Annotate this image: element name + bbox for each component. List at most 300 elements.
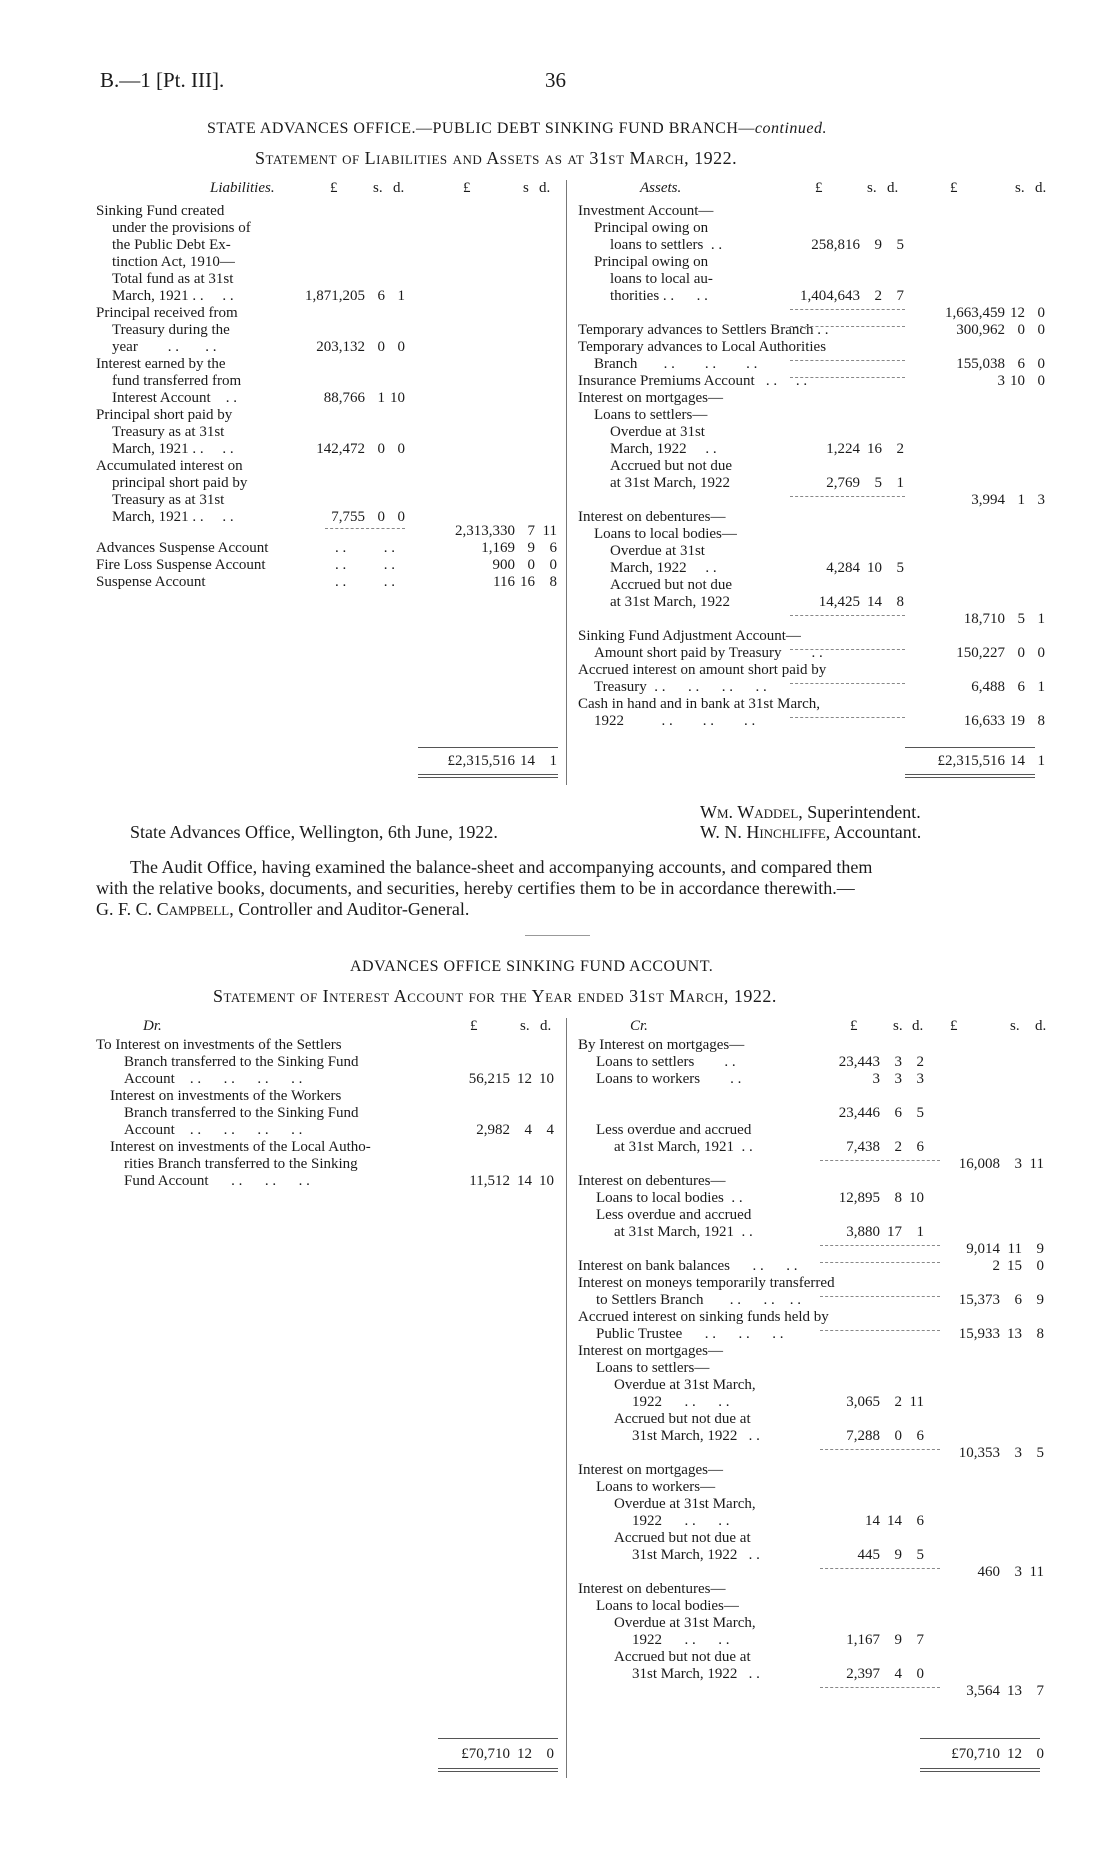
col-pounds: £ [850,1018,858,1034]
subtotal-shillings: 0 [1017,322,1025,338]
assets-line-text: Amount short paid by Treasury . . [594,645,823,661]
amount-pence: 0 [549,557,557,573]
amount-shillings: 14 [867,594,882,610]
amount-pence: 0 [397,441,405,457]
audit-line-1: The Audit Office, having examined the balance-sheet and accompanying accounts, and compared them [130,857,873,877]
subtotal-pence: 0 [1036,1258,1044,1274]
amount-shillings: 0 [377,339,385,355]
assets-line-text: Interest on mortgages— [578,390,723,406]
assets-line-text: Insurance Premiums Account . . . . [578,373,808,389]
liab-line: year . . . . [112,339,217,355]
dr-line-text: To Interest on investments of the Settlers [96,1037,342,1053]
cr-line-text: Less overdue and accrued [596,1122,752,1138]
amount-pence: 10 [539,1071,554,1087]
dr-line-text: rities Branch transferred to the Sinking [124,1156,358,1172]
subtotal-shillings: 15 [1007,1258,1022,1274]
amount-pounds: 23,446 [838,1105,880,1121]
subtotal-shillings: 3 [1014,1564,1022,1580]
subtotal-shillings: 6 [1014,1292,1022,1308]
audit-line-3: G. F. C. Campbell, Controller and Auditor-General. [96,899,470,919]
other-liability-label: Suspense Account [96,574,206,590]
amount-shillings: 0 [527,557,535,573]
cr-line-text: 31st March, 1922 . . [632,1666,760,1682]
cr-line-text: Interest on bank balances . . . . [578,1258,798,1274]
column-divider [566,1018,567,1778]
cr-line-text: Public Trustee . . . . . . [596,1326,784,1342]
liabilities-total-shillings: 14 [520,753,535,769]
subtotal-rule [790,683,905,684]
signature-place-date: State Advances Office, Wellington, 6th June, 1922. [130,822,498,842]
amount-pounds: 4,284 [826,560,860,576]
subtotal-shillings: 6 [1017,356,1025,372]
liab-line: the Public Debt Ex- [112,237,231,253]
amount-pence: 1 [916,1224,924,1240]
amount-shillings: 2 [874,288,882,304]
col-pence: d. [887,180,899,196]
amount-shillings: 5 [874,475,882,491]
subtotal-pounds: 15,933 [958,1326,1000,1342]
subtotal-pounds: 460 [977,1564,1000,1580]
subtotal-pounds: 300,962 [956,322,1005,338]
cr-line-text: Overdue at 31st March, [614,1615,756,1631]
amount-pounds: 900 [492,557,515,573]
double-rule [905,777,1035,778]
amount-pounds: 445 [857,1547,880,1563]
dot-leader: . . . . [335,557,395,573]
cr-line-text: Less overdue and accrued [596,1207,752,1223]
amount-pounds: 23,443 [838,1054,880,1070]
cr-line-text: Loans to settlers— [596,1360,710,1376]
amount-pounds: 142,472 [316,441,365,457]
column-divider [566,180,567,785]
amount-pence: 1 [896,475,904,491]
subtotal-rule [790,649,905,650]
amount-pounds: 1,871,205 [305,288,365,304]
amount-shillings: 16 [867,441,882,457]
subtotal-rule [790,496,905,497]
liab-line: March, 1921 . . . . [112,441,234,457]
amount-pounds: 14 [865,1513,880,1529]
col-pence: d. [539,180,551,196]
cr-line-text: Loans to local bodies . . [596,1190,743,1206]
amount-shillings: 16 [520,574,535,590]
amount-pence: 2 [916,1054,924,1070]
amount-pounds: 1,224 [826,441,860,457]
amount-shillings: 2 [894,1394,902,1410]
assets-line-text: Loans to settlers— [594,407,708,423]
amount-pounds: 1,167 [846,1632,880,1648]
amount-shillings: 3 [894,1071,902,1087]
amount-pence: 8 [549,574,557,590]
signature-accountant: W. N. Hinchliffe, Accountant. [700,822,922,842]
amount-shillings: 0 [377,509,385,525]
amount-shillings: 0 [377,441,385,457]
cr-line-text: By Interest on mortgages— [578,1037,745,1053]
page-reference: B.—1 [Pt. III]. [100,68,225,92]
assets-line-text: Cash in hand and in bank at 31st March, [578,696,821,712]
assets-line-text: Sinking Fund Adjustment Account— [578,628,801,644]
subtotal-pounds: 2,313,330 [455,523,515,539]
cr-heading: Cr. [630,1018,648,1034]
page-number: 36 [545,68,566,92]
cr-line-text: Interest on moneys temporarily transferred [578,1275,835,1291]
amount-pounds: 3 [872,1071,880,1087]
amount-pounds: 2,397 [846,1666,880,1682]
col-pence: d. [540,1018,552,1034]
signature-superintendent: Wm. Waddel, Superintendent. [700,802,921,822]
dr-total-pounds: £70,710 [461,1746,510,1762]
subtotal-shillings: 19 [1010,713,1025,729]
amount-pence: 3 [916,1071,924,1087]
amount-pounds: 1,169 [481,540,515,556]
col-shillings: s [523,180,529,196]
section-separator [525,935,590,936]
amount-pence: 7 [896,288,904,304]
amount-shillings: 0 [894,1428,902,1444]
subtotal-pence: 11 [542,523,557,539]
liab-line: fund transferred from [112,373,242,389]
amount-pounds: 7,755 [331,509,365,525]
cr-line-text: 31st March, 1922 . . [632,1428,760,1444]
subtotal-pence: 3 [1037,492,1045,508]
liab-line: March, 1921 . . . . [112,288,234,304]
liab-line: Principal short paid by [96,407,233,423]
subtotal-pounds: 3,994 [971,492,1005,508]
liab-line: Total fund as at 31st [112,271,234,287]
assets-line-text: Accrued but not due [610,577,733,593]
col-pence: d. [393,180,405,196]
section2-subtitle: Statement of Interest Account for the Year ended 31st March, 1922. [213,986,777,1006]
subtotal-pounds: 3 [997,373,1005,389]
subtotal-pence: 0 [1037,373,1045,389]
col-pounds: £ [950,180,958,196]
assets-line-text: at 31st March, 1922 [610,594,730,610]
amount-pounds: 2,982 [476,1122,510,1138]
amount-pence: 6 [916,1513,924,1529]
liab-line: tinction Act, 1910— [112,254,235,270]
amount-shillings: 6 [894,1105,902,1121]
col-shillings: s. [1015,180,1025,196]
assets-line-text: loans to local au- [610,271,713,287]
assets-line-text: loans to settlers . . [610,237,723,253]
cr-line-text: Loans to workers— [596,1479,716,1495]
subtotal-pounds: 18,710 [963,611,1005,627]
subtotal-pence: 11 [1029,1564,1044,1580]
subtotal-shillings: 13 [1007,1326,1022,1342]
assets-heading: Assets. [640,180,682,196]
subtotal-shillings: 5 [1017,611,1025,627]
amount-pence: 6 [549,540,557,556]
subtotal-pence: 5 [1036,1445,1044,1461]
subtotal-shillings: 3 [1014,1445,1022,1461]
subtotal-pence: 0 [1037,645,1045,661]
subtotal-pence: 0 [1037,305,1045,321]
col-shillings: s. [867,180,877,196]
dot-leader: . . . . [335,540,395,556]
total-rule [920,1738,1040,1739]
liab-line: principal short paid by [112,475,248,491]
amount-pounds: 3,880 [846,1224,880,1240]
cr-line-text: 1922 . . . . [632,1513,730,1529]
subtotal-rule [790,615,905,616]
dr-total-shillings: 12 [517,1746,532,1762]
assets-line-text: March, 1922 . . [610,441,717,457]
subtotal-pounds: 16,633 [963,713,1005,729]
subtotal-shillings: 13 [1007,1683,1022,1699]
total-rule [905,747,1035,748]
col-shillings: s. [520,1018,530,1034]
amount-pounds: 14,425 [818,594,860,610]
section2-title: ADVANCES OFFICE SINKING FUND ACCOUNT. [350,958,714,975]
amount-pence: 0 [397,509,405,525]
liab-line: Treasury as at 31st [112,492,225,508]
assets-line-text: Treasury . . . . . . . . [594,679,767,695]
subtotal-pounds: 10,353 [958,1445,1000,1461]
amount-pounds: 1,404,643 [800,288,860,304]
subtotal-shillings: 11 [1007,1241,1022,1257]
subtotal-pence: 9 [1036,1241,1044,1257]
amount-pounds: 12,895 [838,1190,880,1206]
cr-line-text: Loans to workers . . [596,1071,742,1087]
subtotal-pounds: 16,008 [958,1156,1000,1172]
assets-line-text: thorities . . . . [610,288,708,304]
assets-line-text: Principal owing on [594,220,709,236]
amount-shillings: 14 [887,1513,902,1529]
audit-line-2: with the relative books, documents, and securities, hereby certifies them to be in accordance therewith.— [96,878,855,898]
cr-total-shillings: 12 [1007,1746,1022,1762]
subtotal-pence: 8 [1036,1326,1044,1342]
subtotal-rule [790,326,905,327]
dr-line-text: Interest on investments of the Workers [110,1088,342,1104]
subtotal-pence: 1 [1037,611,1045,627]
cr-line-text: 31st March, 1922 . . [632,1547,760,1563]
subtotal-shillings: 10 [1010,373,1025,389]
assets-line-text: Accrued interest on amount short paid by [578,662,827,678]
double-rule [920,1771,1040,1772]
amount-pounds: 56,215 [468,1071,510,1087]
liab-line: Accumulated interest on [96,458,243,474]
cr-line-text: to Settlers Branch . . . . . . [596,1292,801,1308]
amount-pence: 10 [539,1173,554,1189]
amount-pounds: 3,065 [846,1394,880,1410]
total-rule [438,1738,558,1739]
liab-line: Treasury as at 31st [112,424,225,440]
assets-line-text: Principal owing on [594,254,709,270]
subtotal-pounds: 150,227 [956,645,1005,661]
dot-leader: . . . . [335,574,395,590]
cr-line-text: at 31st March, 1921 . . [614,1224,753,1240]
assets-line-text: March, 1922 . . [610,560,717,576]
col-pence: d. [1035,1018,1047,1034]
assets-line-text: Overdue at 31st [610,424,705,440]
double-rule [438,1768,558,1769]
amount-pence: 4 [546,1122,554,1138]
double-rule [418,774,558,775]
dr-line-text: Interest on investments of the Local Autho- [110,1139,371,1155]
subtotal-pence: 9 [1036,1292,1044,1308]
cr-line-text: Overdue at 31st March, [614,1496,756,1512]
cr-line-text: Interest on debentures— [578,1581,726,1597]
section1-title: STATE ADVANCES OFFICE.—PUBLIC DEBT SINKING FUND BRANCH—continued. [207,120,828,137]
subtotal-pence: 0 [1037,356,1045,372]
cr-line-text: Accrued but not due at [614,1530,751,1546]
amount-shillings: 1 [377,390,385,406]
subtotal-pounds: 155,038 [956,356,1005,372]
amount-pounds: 116 [493,574,515,590]
subtotal-pounds: 2 [992,1258,1000,1274]
subtotal-shillings: 7 [527,523,535,539]
dr-total-pence: 0 [546,1746,554,1762]
cr-line-text: 1922 . . . . [632,1632,730,1648]
col-shillings: s. [1010,1018,1020,1034]
amount-pence: 5 [896,560,904,576]
cr-line-text: at 31st March, 1921 . . [614,1139,753,1155]
amount-shillings: 10 [867,560,882,576]
amount-shillings: 9 [894,1632,902,1648]
cr-line-text: 1922 . . . . [632,1394,730,1410]
amount-shillings: 2 [894,1139,902,1155]
amount-shillings: 9 [894,1547,902,1563]
col-shillings: s. [893,1018,903,1034]
liab-line: Interest earned by the [96,356,226,372]
amount-pounds: 203,132 [316,339,365,355]
amount-shillings: 4 [524,1122,532,1138]
assets-total-pounds: £2,315,516 [937,753,1005,769]
assets-total-shillings: 14 [1010,753,1025,769]
total-rule [418,747,558,748]
col-pounds: £ [330,180,338,196]
amount-pence: 10 [909,1190,924,1206]
amount-shillings: 14 [517,1173,532,1189]
amount-shillings: 6 [377,288,385,304]
amount-pence: 2 [896,441,904,457]
assets-line-text: Overdue at 31st [610,543,705,559]
dr-heading: Dr. [143,1018,162,1034]
cr-line-text: Interest on mortgages— [578,1462,723,1478]
amount-pence: 5 [916,1547,924,1563]
liab-line: March, 1921 . . . . [112,509,234,525]
assets-total-pence: 1 [1037,753,1045,769]
liab-line: Treasury during the [112,322,230,338]
col-shillings: s. [373,180,383,196]
assets-line-text: Temporary advances to Settlers Branch . . [578,322,829,338]
dr-line-text: Branch transferred to the Sinking Fund [124,1105,359,1121]
cr-line-text: Accrued but not due at [614,1411,751,1427]
cr-line-text: Interest on mortgages— [578,1343,723,1359]
subtotal-pounds: 15,373 [958,1292,1000,1308]
amount-pence: 6 [916,1139,924,1155]
col-pence: d. [912,1018,924,1034]
assets-line-text: Branch . . . . . . [594,356,758,372]
subtotal-rule [790,377,905,378]
assets-line-text: Interest on debentures— [578,509,726,525]
subtotal-shillings: 6 [1017,679,1025,695]
amount-shillings: 17 [887,1224,902,1240]
liab-line: Principal received from [96,305,238,321]
liab-line: under the provisions of [112,220,251,236]
amount-pounds: 7,438 [846,1139,880,1155]
liabilities-total-pence: 1 [549,753,557,769]
subtotal-shillings: 1 [1017,492,1025,508]
amount-pence: 1 [397,288,405,304]
subtotal-pounds: 9,014 [966,1241,1000,1257]
dr-line-text: Account . . . . . . . . [124,1122,303,1138]
amount-pence: 7 [916,1632,924,1648]
dr-line-text: Fund Account . . . . . . [124,1173,310,1189]
other-liability-label: Fire Loss Suspense Account [96,557,266,573]
liab-line: Interest Account . . [112,390,237,406]
amount-shillings: 9 [527,540,535,556]
amount-shillings: 3 [894,1054,902,1070]
amount-shillings: 8 [894,1190,902,1206]
dr-line-text: Branch transferred to the Sinking Fund [124,1054,359,1070]
col-pounds: £ [463,180,471,196]
assets-line-text: Temporary advances to Local Authorities [578,339,827,355]
amount-pence: 6 [916,1428,924,1444]
amount-pence: 5 [896,237,904,253]
amount-shillings: 12 [517,1071,532,1087]
subtotal-pence: 0 [1037,322,1045,338]
cr-line-text: Accrued but not due at [614,1649,751,1665]
double-rule [438,1771,558,1772]
col-pounds: £ [815,180,823,196]
amount-pounds: 11,512 [469,1173,510,1189]
subtotal-pounds: 3,564 [966,1683,1000,1699]
dr-line-text: Account . . . . . . . . [124,1071,303,1087]
assets-line-text: at 31st March, 1922 [610,475,730,491]
amount-pence: 11 [909,1394,924,1410]
subtotal-pence: 8 [1037,713,1045,729]
amount-pence: 10 [390,390,405,406]
col-pounds: £ [470,1018,478,1034]
subtotal-pounds: 6,488 [971,679,1005,695]
amount-pence: 0 [397,339,405,355]
cr-total-pence: 0 [1036,1746,1044,1762]
subtotal-rule [790,309,905,310]
assets-line-text: Loans to local bodies— [594,526,737,542]
double-rule [418,777,558,778]
subtotal-pounds: 1,663,459 [945,305,1005,321]
liab-line: Sinking Fund created [96,203,225,219]
subtotal-shillings: 0 [1017,645,1025,661]
subtotal-rule [790,360,905,361]
col-pence: d. [1035,180,1047,196]
subtotal-rule [790,717,905,718]
section1-subtitle: Statement of Liabilities and Assets as at 31st March, 1922. [255,148,738,168]
double-rule [905,774,1035,775]
assets-line-text: Accrued but not due [610,458,733,474]
subtotal-pence: 1 [1037,679,1045,695]
cr-line-text: Overdue at 31st March, [614,1377,756,1393]
subtotal-shillings: 12 [1010,305,1025,321]
amount-pence: 5 [916,1105,924,1121]
amount-pounds: 88,766 [323,390,365,406]
assets-line-text: 1922 . . . . . . [594,713,756,729]
cr-total-pounds: £70,710 [951,1746,1000,1762]
cr-line-text: Loans to local bodies— [596,1598,739,1614]
cr-line-text: Accrued interest on sinking funds held by [578,1309,829,1325]
amount-shillings: 9 [874,237,882,253]
double-rule [920,1768,1040,1769]
amount-pence: 0 [916,1666,924,1682]
subtotal-shillings: 3 [1014,1156,1022,1172]
liabilities-heading: Liabilities. [210,180,275,196]
liabilities-total-pounds: £2,315,516 [447,753,515,769]
cr-line-text: Interest on debentures— [578,1173,726,1189]
cr-line-text: Loans to settlers . . [596,1054,736,1070]
assets-line-text: Investment Account— [578,203,714,219]
amount-shillings: 4 [894,1666,902,1682]
